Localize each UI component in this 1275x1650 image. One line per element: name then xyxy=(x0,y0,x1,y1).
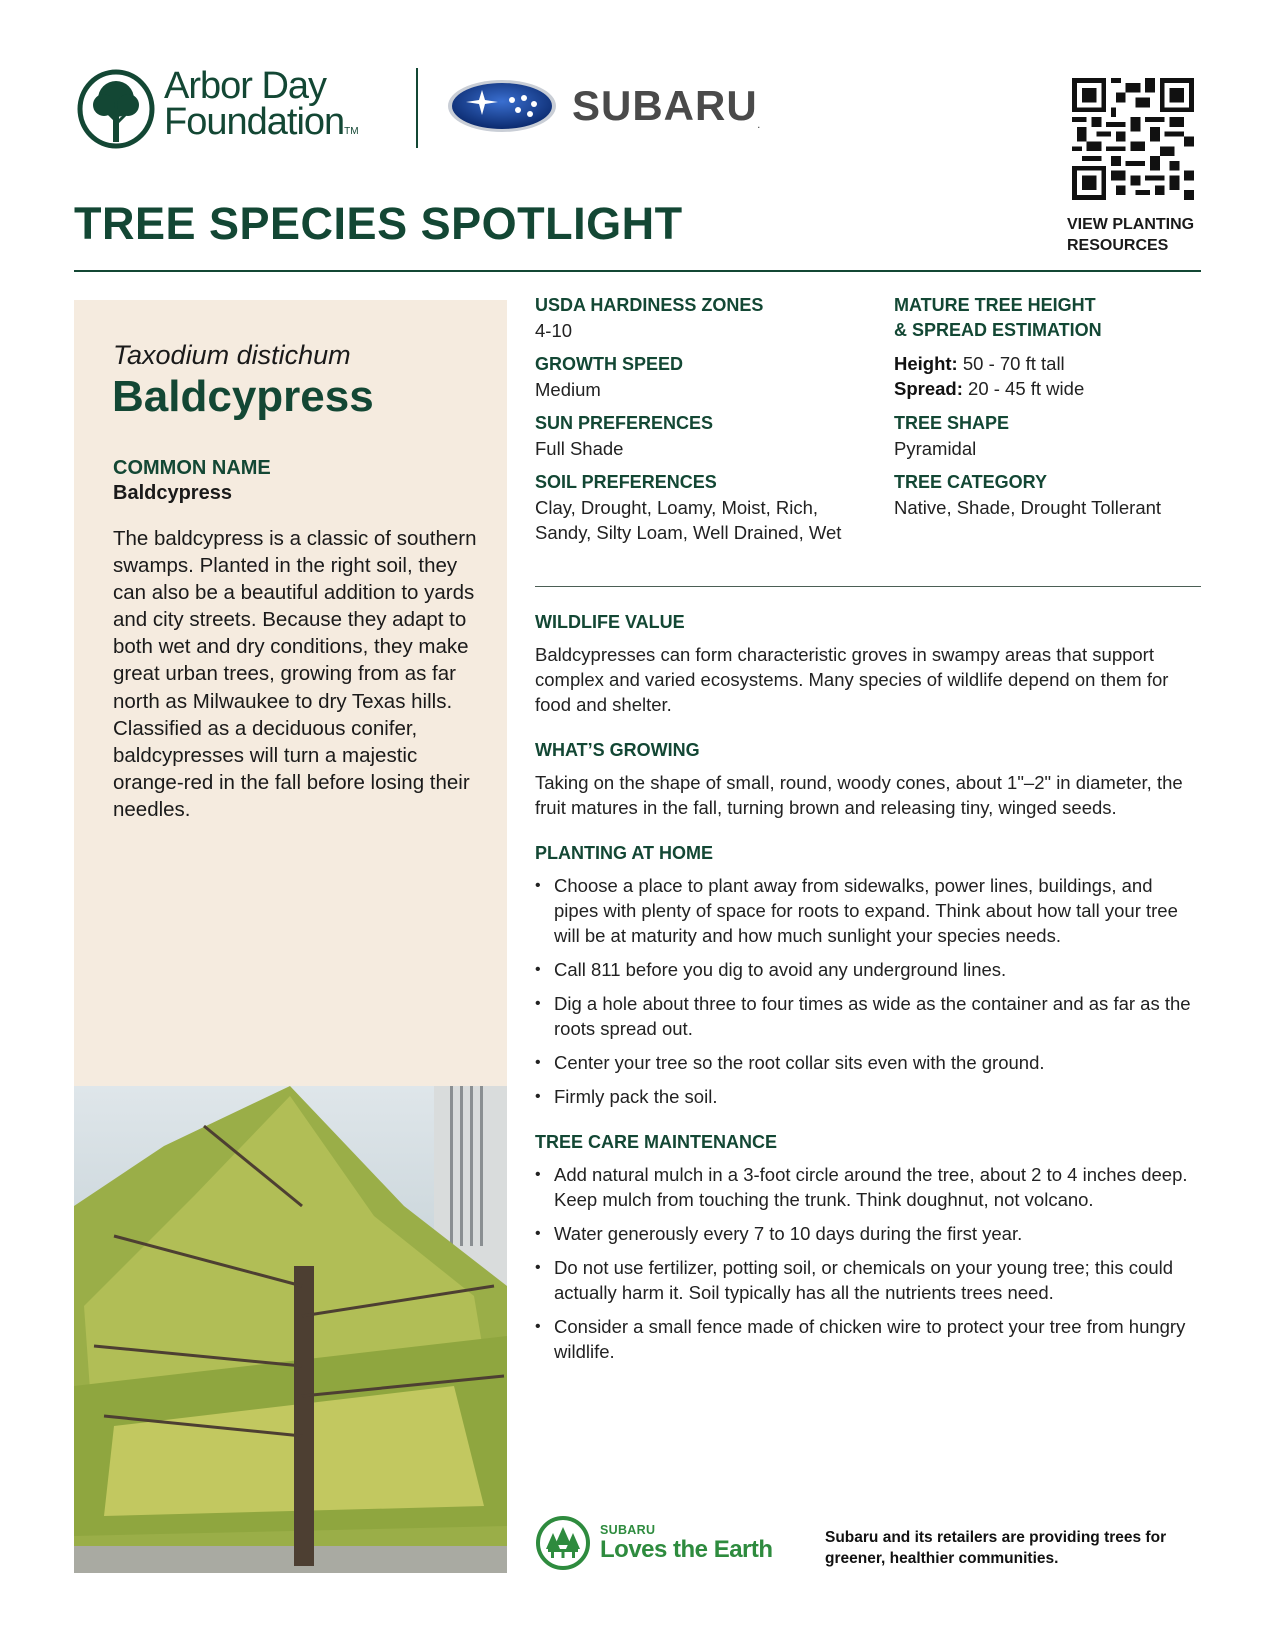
qr-label-line1: VIEW PLANTING xyxy=(1067,216,1195,233)
hardiness-zones xyxy=(535,293,763,343)
growth-label: GROWTH SPEED xyxy=(535,354,684,374)
soil-label: SOIL PREFERENCES xyxy=(535,472,717,492)
growing-label: WHAT’S GROWING xyxy=(535,740,700,760)
subaru-stars-icon xyxy=(446,78,558,134)
spread-value: 20 - 45 ft wide xyxy=(968,378,1085,399)
arbor-day-foundation-logo xyxy=(76,65,359,150)
logo-divider xyxy=(416,68,418,148)
care-list xyxy=(535,1162,1195,1364)
arbor-logo-line1: Arbor Day xyxy=(164,65,327,107)
trademark: TM xyxy=(344,126,359,137)
common-name-value: Baldcypress xyxy=(113,482,232,504)
size-label-line1: MATURE TREE HEIGHT xyxy=(894,295,1096,315)
list-item: • Consider a small fence made of chicken wire to protect your tree from hungry wildlife. xyxy=(535,1314,1195,1364)
forest-trees-icon xyxy=(535,1515,591,1571)
soil-value: Clay, Drought, Loamy, Moist, Rich, Sandy, Silty Loam, Well Drained, Wet xyxy=(535,497,842,543)
hardiness-value: 4-10 xyxy=(535,320,573,341)
hardiness-label: USDA HARDINESS ZONES xyxy=(535,295,764,315)
species-name: Baldcypress xyxy=(112,372,374,421)
list-item: • Dig a hole about three to four times as wide as the container and as far as the roots spread out. xyxy=(535,991,1195,1041)
footer-brand-small: SUBARU xyxy=(600,1522,656,1537)
height-label: Height: xyxy=(894,353,958,374)
qr-label-line2: RESOURCES xyxy=(1067,237,1169,254)
section-divider xyxy=(535,586,1201,587)
wildlife-text: Baldcypresses can form characteristic groves in swampy areas that support complex and varied ecosystems. Many species of wildlife depend on them for food and shelter. xyxy=(535,644,1169,715)
tree-shape xyxy=(894,411,1009,461)
sun-value: Full Shade xyxy=(535,438,624,459)
list-item: • Choose a place to plant away from sidewalks, power lines, buildings, and pipes with plenty of space for roots to expand. Think about how tall your tree will be at maturity and how much sunlight your species needs. xyxy=(535,873,1195,948)
tree-photo xyxy=(74,1086,507,1573)
mature-size xyxy=(894,293,1102,401)
soil-preferences xyxy=(535,470,855,545)
list-item: • Call 811 before you dig to avoid any underground lines. xyxy=(535,957,1195,982)
sun-label: SUN PREFERENCES xyxy=(535,413,714,433)
list-item: • Add natural mulch in a 3-foot circle around the tree, about 2 to 4 inches deep. Keep mulch from touching the trunk. Think doughnut, not volcano. xyxy=(535,1162,1195,1212)
size-label-line2: & SPREAD ESTIMATION xyxy=(894,320,1102,340)
tree-category xyxy=(894,470,1161,520)
spread-label: Spread: xyxy=(894,378,963,399)
arbor-logo-line2: Foundation xyxy=(164,101,345,143)
planting-at-home-section xyxy=(535,841,1195,1118)
wildlife-value-section xyxy=(535,610,1195,717)
planting-list xyxy=(535,873,1195,1109)
list-item: • Firmly pack the soil. xyxy=(535,1084,1195,1109)
growth-value: Medium xyxy=(535,379,601,400)
species-description: The baldcypress is a classic of southern swamps. Planted in the right soil, they can also be a beautiful addition to yards and city streets. Because they adapt to both wet and dry conditions, they make great urban trees, growing from as far north as Milwaukee to dry Texas hills. Classified as a deciduous conifer, baldcypresses will turn a majestic orange-red in the fall before losing their needles. xyxy=(113,527,477,821)
care-label: TREE CARE MAINTENANCE xyxy=(535,1132,778,1152)
category-value: Native, Shade, Drought Tollerant xyxy=(894,497,1162,518)
subaru-wordmark: SUBARU xyxy=(572,82,758,129)
list-item: • Center your tree so the root collar sits even with the ground. xyxy=(535,1050,1195,1075)
qr-code[interactable] xyxy=(1072,78,1194,200)
subaru-logo xyxy=(446,78,761,134)
tree-care-section xyxy=(535,1130,1195,1373)
list-item: • Do not use fertilizer, potting soil, or chemicals on your young tree; this could actually harm it. Soil typically has all the nutrients trees need. xyxy=(535,1255,1195,1305)
wildlife-label: WILDLIFE VALUE xyxy=(535,612,685,632)
growth-speed xyxy=(535,352,683,402)
page-title: TREE SPECIES SPOTLIGHT xyxy=(74,198,683,249)
registered-mark: . xyxy=(757,121,761,130)
planting-label: PLANTING AT HOME xyxy=(535,843,713,863)
height-value: 50 - 70 ft tall xyxy=(962,353,1065,374)
common-name-label: COMMON NAME xyxy=(113,457,271,479)
scientific-name: Taxodium distichum xyxy=(113,340,351,370)
sun-preferences xyxy=(535,411,713,461)
shape-value: Pyramidal xyxy=(894,438,977,459)
footer-brand-big: Loves the Earth xyxy=(600,1535,773,1563)
whats-growing-section xyxy=(535,738,1195,820)
shape-label: TREE SHAPE xyxy=(894,413,1010,433)
view-planting-resources-label[interactable] xyxy=(1067,214,1194,256)
baldcypress-tree-image xyxy=(74,1086,507,1573)
growing-text: Taking on the shape of small, round, woody cones, about 1"–2" in diameter, the fruit matures in the fall, turning brown and releasing tiny, winged seeds. xyxy=(535,772,1183,818)
footer-statement: Subaru and its retailers are providing trees for greener, healthier communities. xyxy=(825,1529,1167,1567)
subaru-loves-the-earth-logo xyxy=(535,1515,773,1571)
category-label: TREE CATEGORY xyxy=(894,472,1048,492)
list-item: • Water generously every 7 to 10 days during the first year. xyxy=(535,1221,1195,1246)
title-divider xyxy=(74,270,1201,272)
tree-logo-icon xyxy=(76,69,156,149)
